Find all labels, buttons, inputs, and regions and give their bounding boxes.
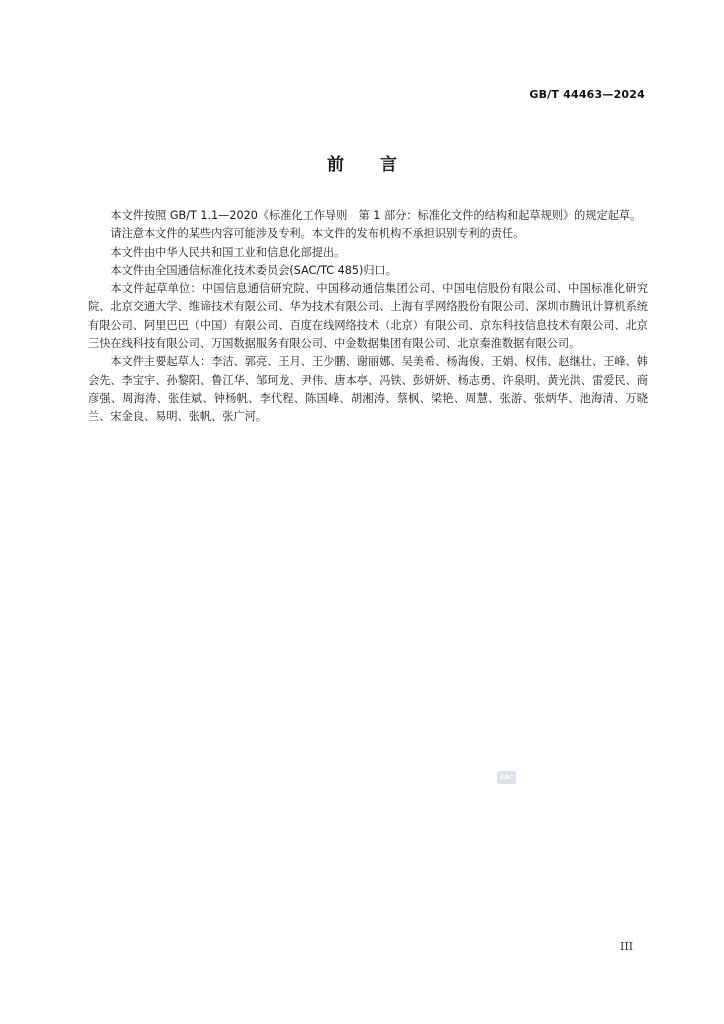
paragraph-main-drafters: 本文件主要起草人：李洁、郭亮、王月、王少鹏、谢丽娜、吴美希、杨海俊、王娟、权伟、赵继壮、王峰、韩会先、李宝宇、孙黎阳、鲁江华、邹珂龙、尹伟、唐本亭、冯铁、彭妍妍、杨志勇、许泉明、黄光洪、雷爱民、商彦强、周海涛、张佳斌、钟杨帆、李代程、陈国峰、胡湘涛、蔡枫、梁艳、周慧、张游、张炳华、池海清、万晓兰、宋金良、易明、张帆、张广河。 [88,355,648,424]
paragraph-drafting-rules: 本文件按照 GB/T 1.1—2020《标准化工作导则 第 1 部分：标准化文件的结构和起草规则》的规定起草。 [110,209,642,222]
page-title: 前言 [327,155,433,175]
foreword-body [88,207,648,427]
paragraph-patent-notice: 请注意本文件的某些内容可能涉及专利。本文件的发布机构不承担识别专利的责任。 [110,227,525,241]
standard-code: GB/T 44463—2024 [529,88,645,101]
page-number: III [620,940,634,953]
sac-watermark-logo: SAC [497,771,516,784]
paragraph-proposed-by: 本文件由中华人民共和国工业和信息化部提出。 [110,245,346,259]
paragraph-drafting-organizations: 本文件起草单位：中国信息通信研究院、中国移动通信集团公司、中国电信股份有限公司、中国标准化研究院、北京交通大学、维谛技术有限公司、华为技术有限公司、上海有孚网络股份有限公司、深圳市腾讯计算机系统有限公司、阿里巴巴（中国）有限公司、百度在线网络技术（北京）有限公司、京东科技信息技术有限公司、北京三快在线科技有限公司、万国数据服务有限公司、中金数据集团有限公司、北京秦淮数据有限公司。 [88,282,648,351]
paragraph-administered-by: 本文件由全国通信标准化技术委员会(SAC/TC 485)归口。 [110,263,397,277]
